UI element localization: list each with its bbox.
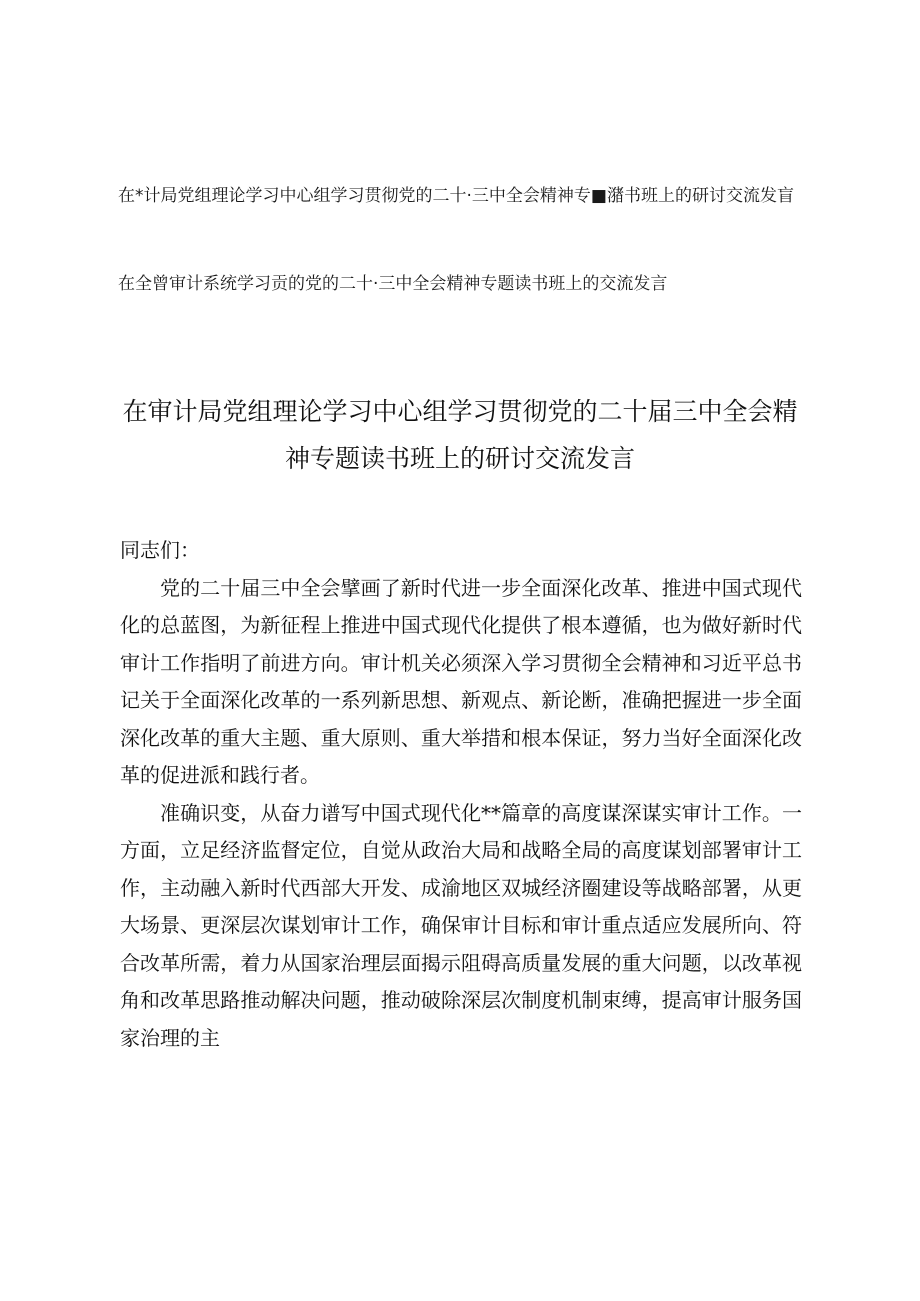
salutation: 同志们： bbox=[120, 538, 200, 562]
paragraph-2: 准确识变，从奋力谱写中国式现代化**篇章的高度谋深谋实审计工作。一方面，立足经济监督定位，自觉从政治大局和战略全局的高度谋划部署审计工作，主动融入新时代西部大开发、成渝地区双城经济圈建设等战略部署，从更大场景、更深层次谋划审计工作，确保审计目标和审计重点适应发展所向、符合改革所需，着力从国家治理层面揭示阻碍高质量发展的重大问题，以改革视角和改革思路推动解决问题，推动破除深层次制度机制束缚，提高审计服务国家治理的主 bbox=[120, 800, 802, 1050]
document-title: 在审计局党组理论学习中心组学习贯彻党的二十届三中全会精神专题读书班上的研讨交流发言 bbox=[122, 397, 798, 473]
document-body bbox=[120, 532, 802, 1057]
toc-entry-2: 在全曾审计系统学习贡的党的二十·三中全会精神专题读书班上的交流发言 bbox=[118, 274, 668, 294]
toc-entry-1: 在*计局党组理论学习中心组学习贯彻党的二十·三中全会精神专■潴书班上的研讨交流发盲 bbox=[118, 186, 794, 206]
paragraph-1: 党的二十届三中全会擘画了新时代进一步全面深化改革、推进中国式现代化的总蓝图，为新征程上推进中国式现代化提供了根本遵循，也为做好新时代审计工作指明了前进方向。审计机关必须深入学习贯彻全会精神和习近平总书记关于全面深化改革的一系列新思想、新观点、新论断，准确把握进一步全面深化改革的重大主题、重大原则、重大举措和根本保证，努力当好全面深化改革的促进派和践行者。 bbox=[120, 575, 802, 787]
